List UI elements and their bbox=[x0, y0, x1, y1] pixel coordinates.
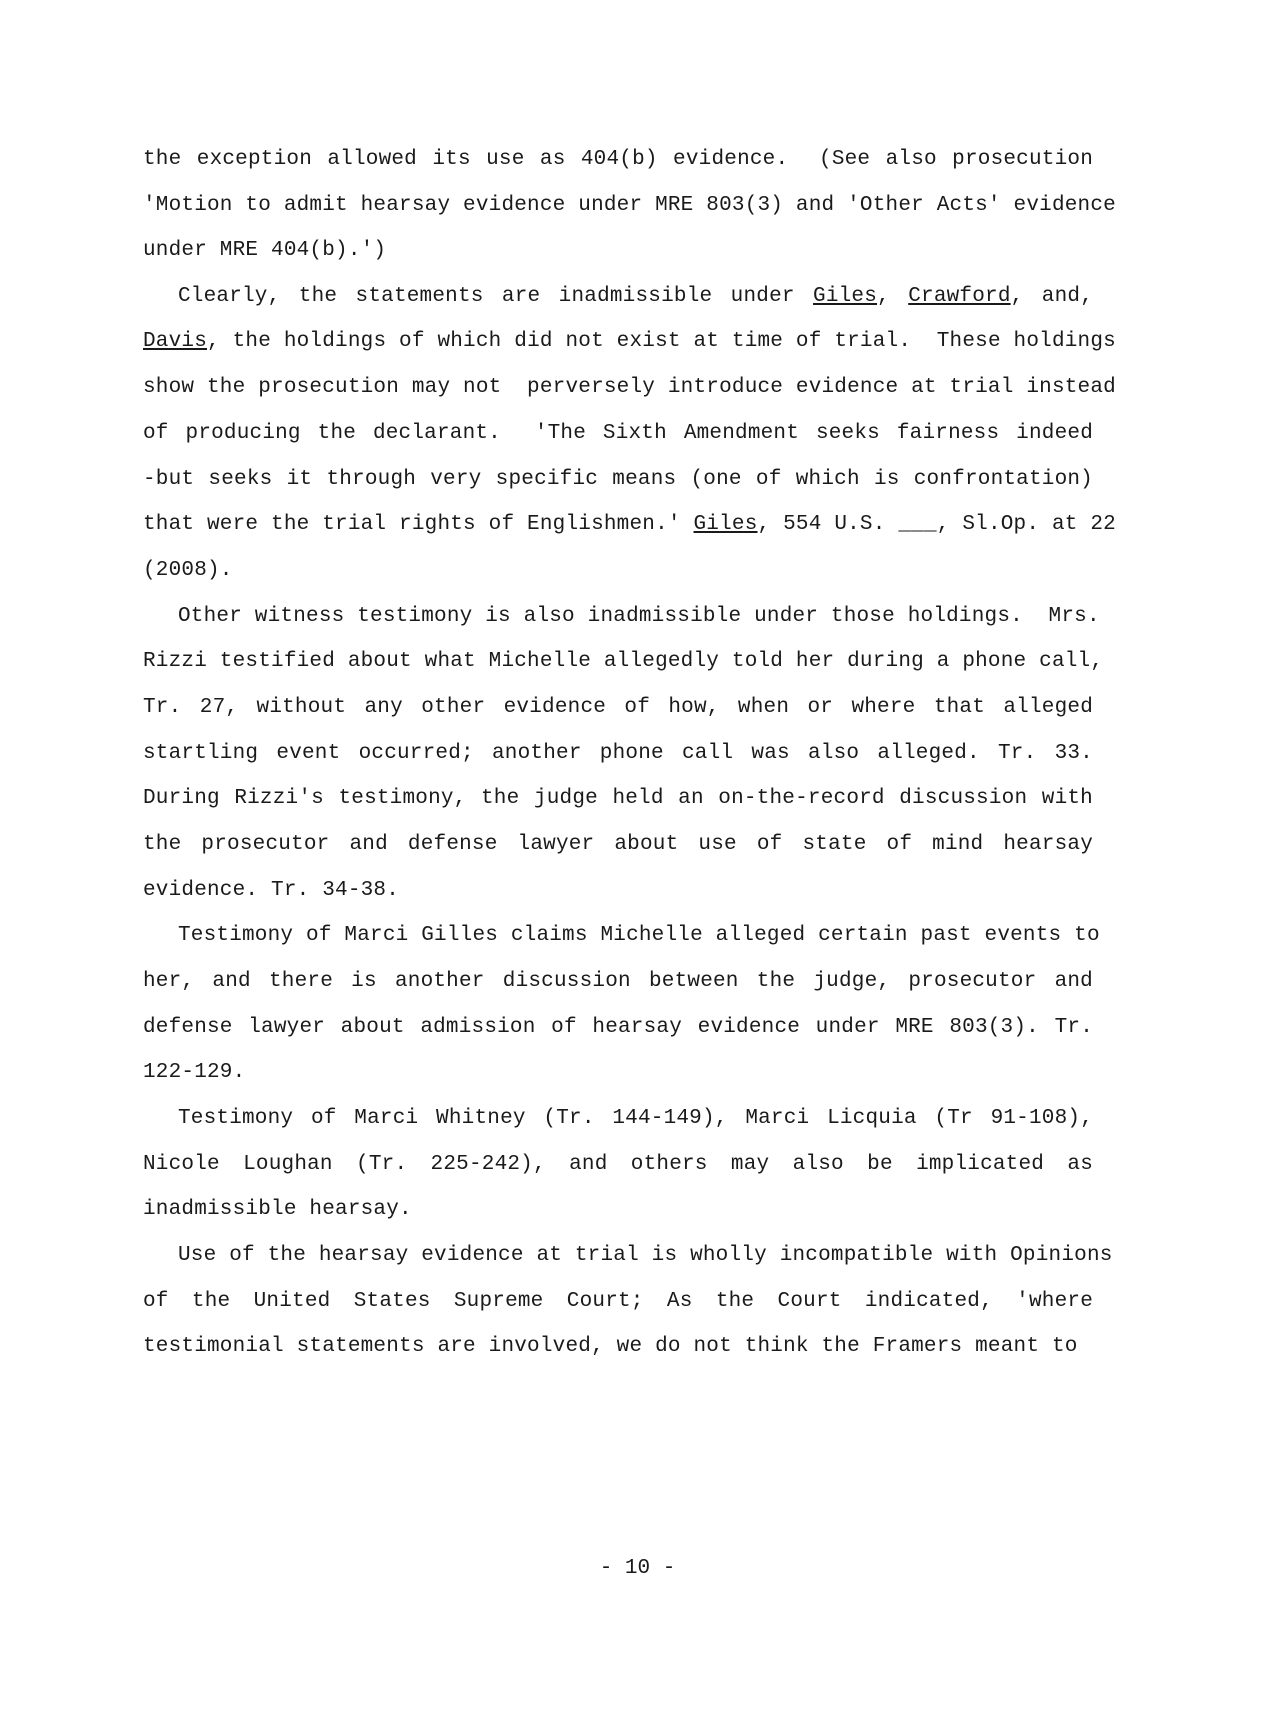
text-segment: under MRE 404(b).') bbox=[143, 239, 387, 262]
text-segment: her, and there is another discussion between the judge, prosecutor and bbox=[143, 970, 1093, 993]
text-segment: Nicole Loughan (Tr. 225-242), and others may also be implicated as bbox=[143, 1153, 1093, 1176]
text-segment: show the prosecution may not perversely introduce evidence at trial instead bbox=[143, 376, 1116, 399]
text-line bbox=[143, 1288, 1093, 1316]
text-line bbox=[143, 1196, 1093, 1224]
text-segment: of producing the declarant. 'The Sixth Amendment seeks fairness indeed bbox=[143, 422, 1093, 445]
text-segment: the prosecutor and defense lawyer about use of state of mind hearsay bbox=[143, 833, 1093, 856]
text-line bbox=[143, 557, 1093, 585]
text-segment: Tr. 27, without any other evidence of how, when or where that alleged bbox=[143, 696, 1093, 719]
text-line bbox=[143, 511, 1116, 539]
text-segment: testimonial statements are involved, we do not think the Framers meant to bbox=[143, 1335, 1078, 1358]
case-citation: Crawford bbox=[908, 285, 1011, 308]
text-line bbox=[143, 237, 1093, 265]
text-line bbox=[143, 192, 1116, 220]
text-segment: , 554 U.S. ___, Sl.Op. at 22 bbox=[757, 513, 1116, 536]
text-segment: that were the trial rights of Englishmen.' bbox=[143, 513, 694, 536]
text-segment: evidence. Tr. 34-38. bbox=[143, 879, 400, 902]
text-line bbox=[143, 1333, 1093, 1361]
text-line bbox=[143, 968, 1093, 996]
text-segment: startling event occurred; another phone call was also alleged. Tr. 33. bbox=[143, 742, 1093, 765]
text-segment: Other witness testimony is also inadmissible under those holdings. Mrs. bbox=[178, 605, 1100, 628]
text-line bbox=[143, 694, 1093, 722]
text-segment: Testimony of Marci Whitney (Tr. 144-149), Marci Licquia (Tr 91-108), bbox=[178, 1107, 1093, 1130]
text-line bbox=[143, 1014, 1093, 1042]
text-segment: (2008). bbox=[143, 559, 233, 582]
text-segment: inadmissible hearsay. bbox=[143, 1198, 412, 1221]
text-line bbox=[143, 466, 1093, 494]
text-line bbox=[143, 374, 1116, 402]
text-line bbox=[143, 740, 1093, 768]
text-segment: -but seeks it through very specific means (one of which is confrontation) bbox=[143, 468, 1093, 491]
text-line bbox=[143, 785, 1093, 813]
text-segment: , the holdings of which did not exist at time of trial. These holdings bbox=[207, 330, 1116, 353]
page-number: - 10 - bbox=[599, 1557, 676, 1580]
text-segment: defense lawyer about admission of hearsay evidence under MRE 803(3). Tr. bbox=[143, 1016, 1093, 1039]
text-segment: , and, bbox=[1010, 285, 1094, 308]
text-line bbox=[178, 1242, 1113, 1270]
text-segment: Use of the hearsay evidence at trial is wholly incompatible with Opinions bbox=[178, 1244, 1113, 1267]
text-line bbox=[143, 877, 1093, 905]
text-line bbox=[143, 146, 1093, 174]
text-line bbox=[143, 648, 1104, 676]
text-segment: Testimony of Marci Gilles claims Michelle alleged certain past events to bbox=[178, 924, 1100, 947]
text-segment: During Rizzi's testimony, the judge held an on-the-record discussion with bbox=[143, 787, 1093, 810]
text-segment: , bbox=[877, 285, 909, 308]
text-segment: Clearly, the statements are inadmissible under bbox=[178, 285, 814, 308]
text-line bbox=[178, 922, 1100, 950]
text-segment: Rizzi testified about what Michelle allegedly told her during a phone call, bbox=[143, 650, 1104, 673]
text-segment: the exception allowed its use as 404(b) evidence. (See also prosecution bbox=[143, 148, 1093, 171]
text-line bbox=[143, 328, 1116, 356]
text-segment: of the United States Supreme Court; As the Court indicated, 'where bbox=[143, 1290, 1093, 1313]
text-line bbox=[143, 1059, 1093, 1087]
case-citation: Davis bbox=[143, 330, 208, 353]
text-line bbox=[143, 420, 1093, 448]
case-citation: Giles bbox=[693, 513, 758, 536]
text-segment: 122-129. bbox=[143, 1061, 246, 1084]
text-line bbox=[143, 831, 1093, 859]
text-line bbox=[143, 1151, 1093, 1179]
text-segment: 'Motion to admit hearsay evidence under MRE 803(3) and 'Other Acts' evidence bbox=[143, 194, 1116, 217]
text-line bbox=[178, 603, 1100, 631]
text-line bbox=[178, 283, 1093, 311]
case-citation: Giles bbox=[813, 285, 878, 308]
text-line bbox=[178, 1105, 1093, 1133]
